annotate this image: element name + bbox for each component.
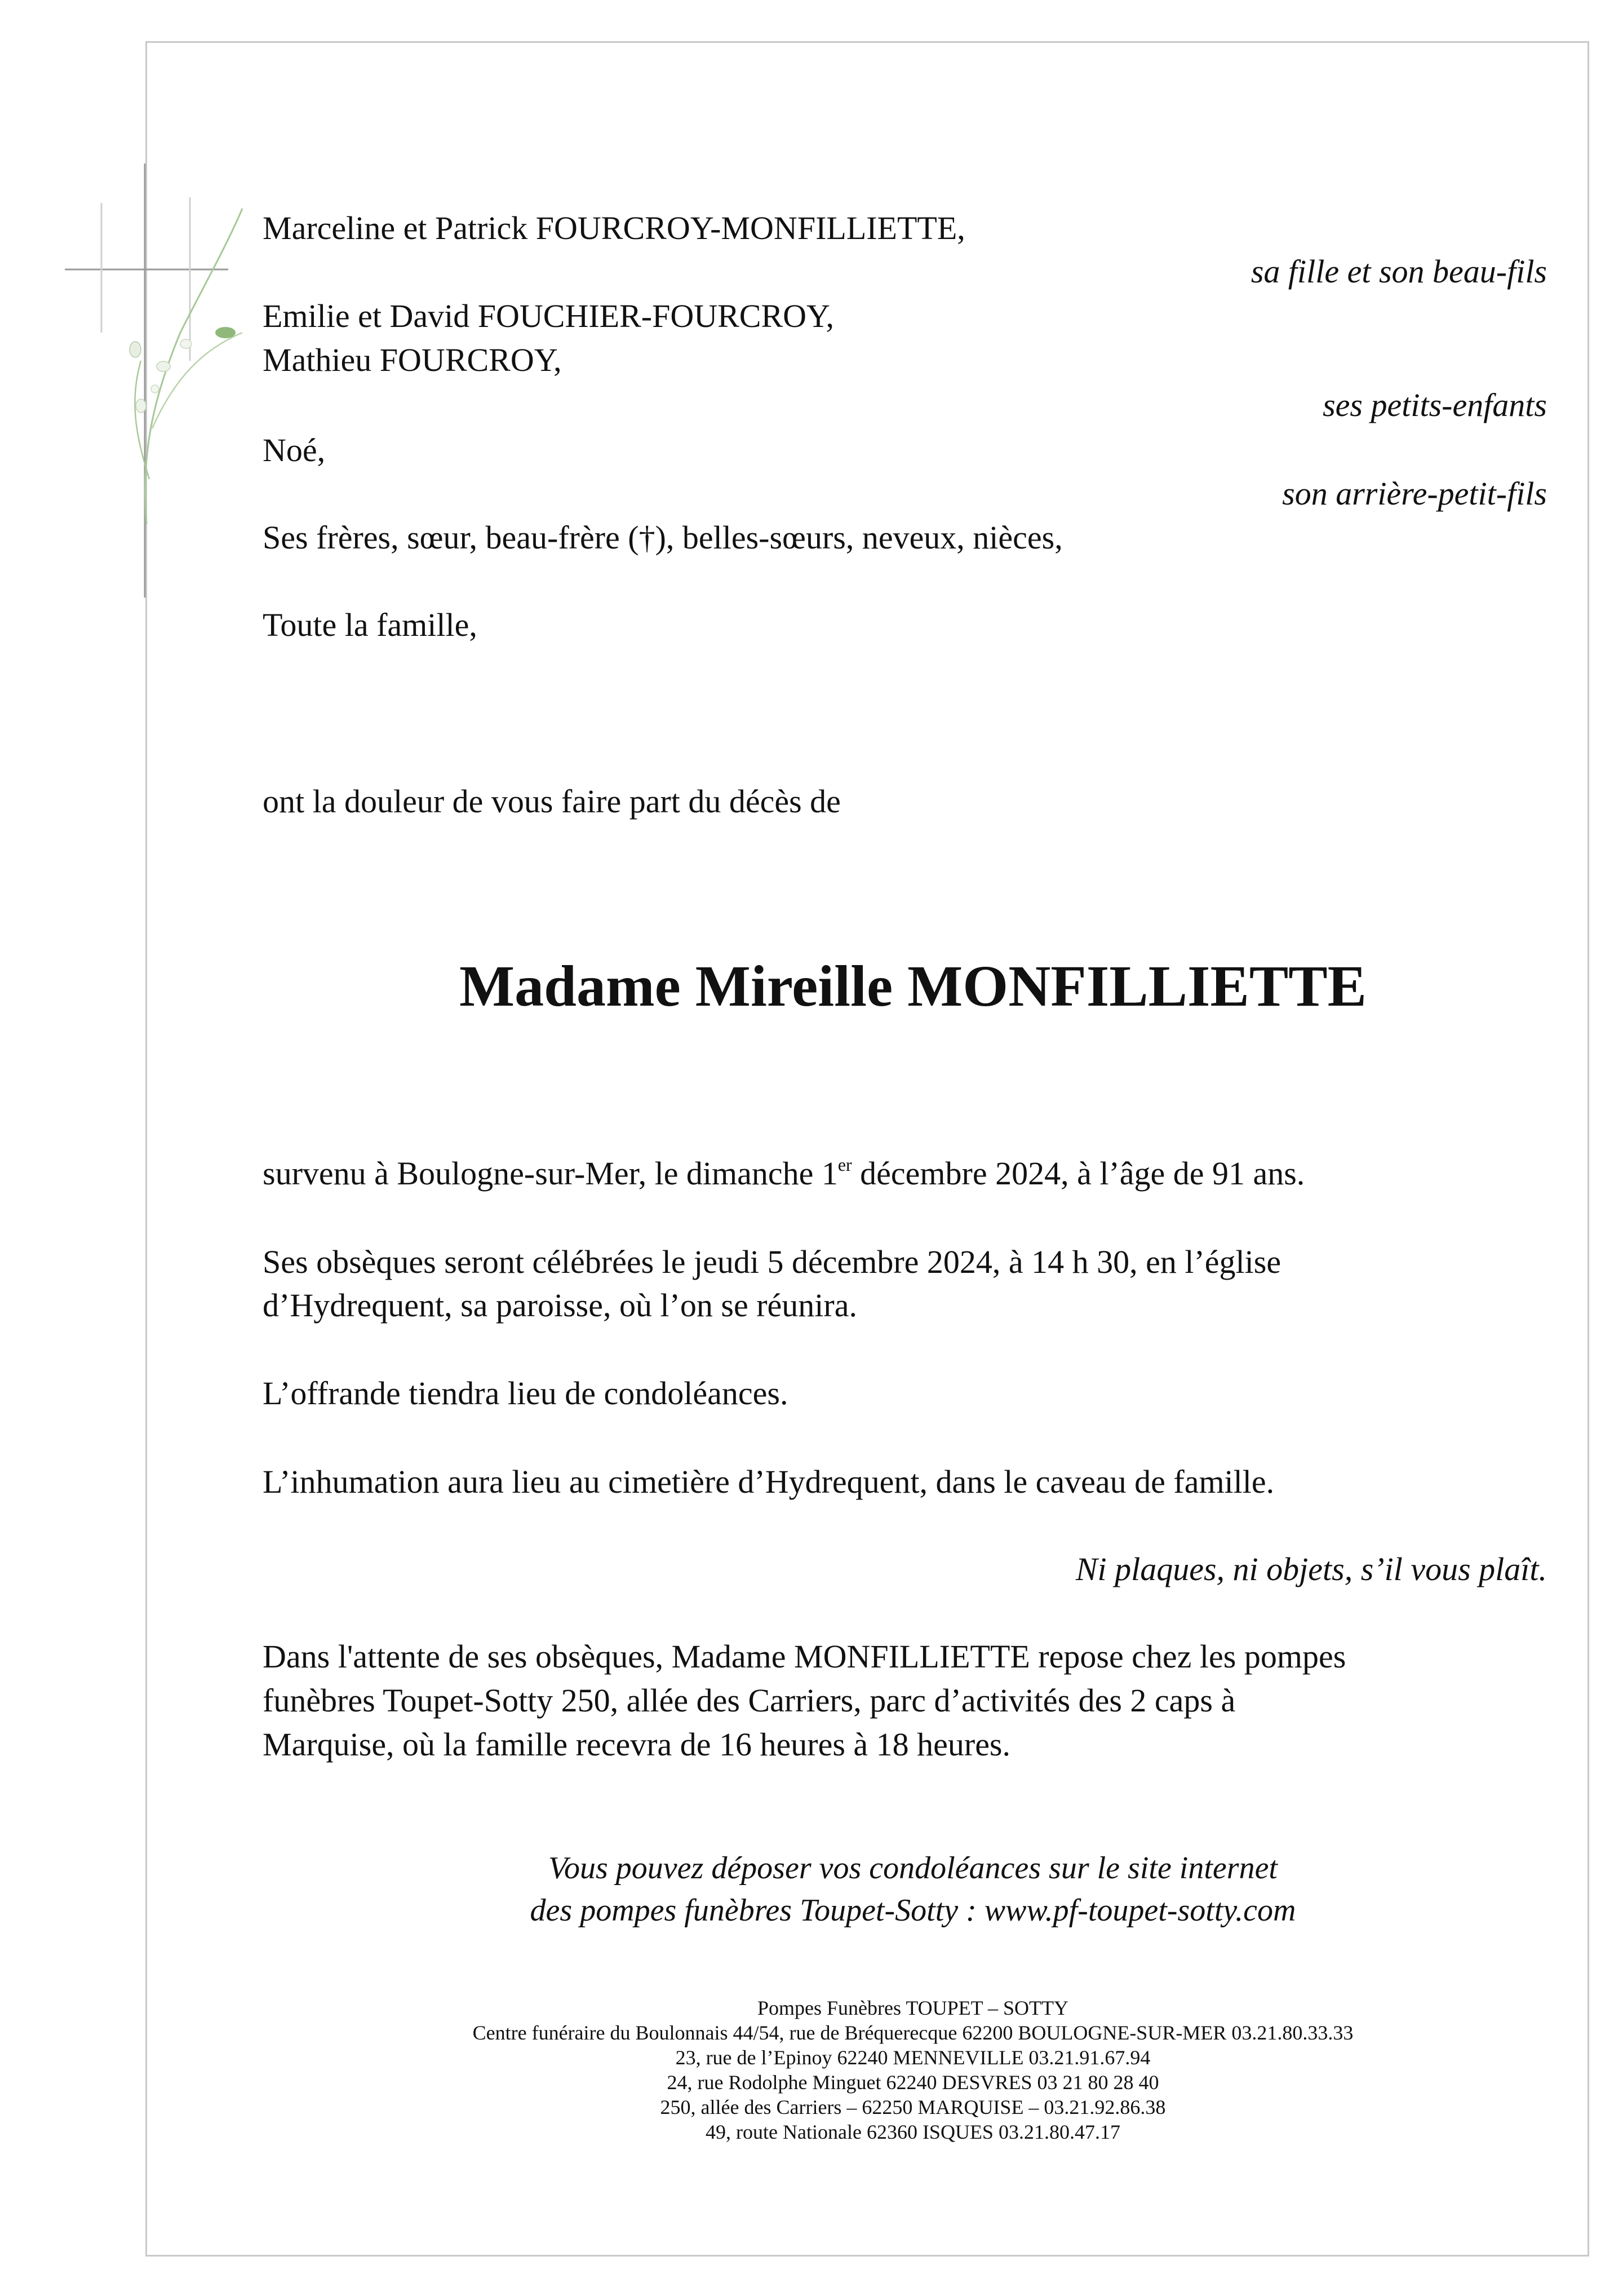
cross-with-lily-decoration <box>56 163 248 603</box>
rest-line-1: Dans l'attente de ses obsèques, Madame MONFILLIETTE repose chez les pompes <box>263 1638 1346 1675</box>
funeral-line-2: d’Hydrequent, sa paroisse, où l’on se réunira. <box>263 1287 857 1324</box>
footer-address-marquise: 250, allée des Carriers – 62250 MARQUISE – 03.21.92.86.38 <box>660 2096 1166 2118</box>
funeral-line-1: Ses obsèques seront célébrées le jeudi 5 décembre 2024, à 14 h 30, en l’église <box>263 1244 1281 1280</box>
family-line-siblings: Ses frères, sœur, beau-frère (†), belles-sœurs, neveux, nièces, <box>263 519 1063 556</box>
family-line-grandchildren-2: Mathieu FOURCROY, <box>263 342 562 378</box>
death-details: survenu à Boulogne-sur-Mer, le dimanche 1er décembre 2024, à l’âge de 91 ans. <box>263 1155 1305 1192</box>
role-great-grandson: son arrière-petit-fils <box>1282 475 1547 512</box>
announcement-text: ont la douleur de vous faire part du décès de <box>263 783 841 820</box>
footer-address-boulogne: Centre funéraire du Boulonnais 44/54, rue de Bréquerecque 62200 BOULOGNE-SUR-MER 03.21.80.33.33 <box>472 2021 1354 2044</box>
footer-company: Pompes Funèbres TOUPET – SOTTY <box>757 1997 1069 2019</box>
family-line-whole-family: Toute la famille, <box>263 607 477 643</box>
condolences-line-1: Vous pouvez déposer vos condoléances sur le site internet <box>548 1851 1278 1886</box>
footer-address-isques: 49, route Nationale 62360 ISQUES 03.21.80.47.17 <box>706 2121 1120 2143</box>
burial-text: L’inhumation aura lieu au cimetière d’Hydrequent, dans le caveau de famille. <box>263 1463 1275 1500</box>
footer-address-desvres: 24, rue Rodolphe Minguet 62240 DESVRES 03 21 80 28 40 <box>667 2071 1159 2094</box>
rest-line-3: Marquise, où la famille recevra de 16 heures à 18 heures. <box>263 1726 1011 1763</box>
no-plaques-text: Ni plaques, ni objets, s’il vous plaît. <box>1075 1551 1547 1587</box>
rest-line-2: funèbres Toupet-Sotty 250, allée des Carriers, parc d’activités des 2 caps à <box>263 1682 1236 1719</box>
condolences-line-2: des pompes funèbres Toupet-Sotty : www.pf-toupet-sotty.com <box>530 1893 1296 1928</box>
family-line-great-grandson: Noé, <box>263 432 326 468</box>
role-grandchildren: ses petits-enfants <box>1323 387 1547 423</box>
family-line-grandchildren-1: Emilie et David FOUCHIER-FOURCROY, <box>263 298 834 334</box>
deceased-name: Madame Mireille MONFILLIETTE <box>459 954 1367 1019</box>
footer-address-menneville: 23, rue de l’Epinoy 62240 MENNEVILLE 03.21.91.67.94 <box>675 2046 1151 2069</box>
role-daughter: sa fille et son beau-fils <box>1250 253 1547 290</box>
cross-icon <box>65 163 228 598</box>
lily-flower-icon <box>130 209 242 524</box>
family-line-daughter: Marceline et Patrick FOURCROY-MONFILLIETTE, <box>263 210 965 246</box>
offering-text: L’offrande tiendra lieu de condoléances. <box>263 1375 788 1412</box>
